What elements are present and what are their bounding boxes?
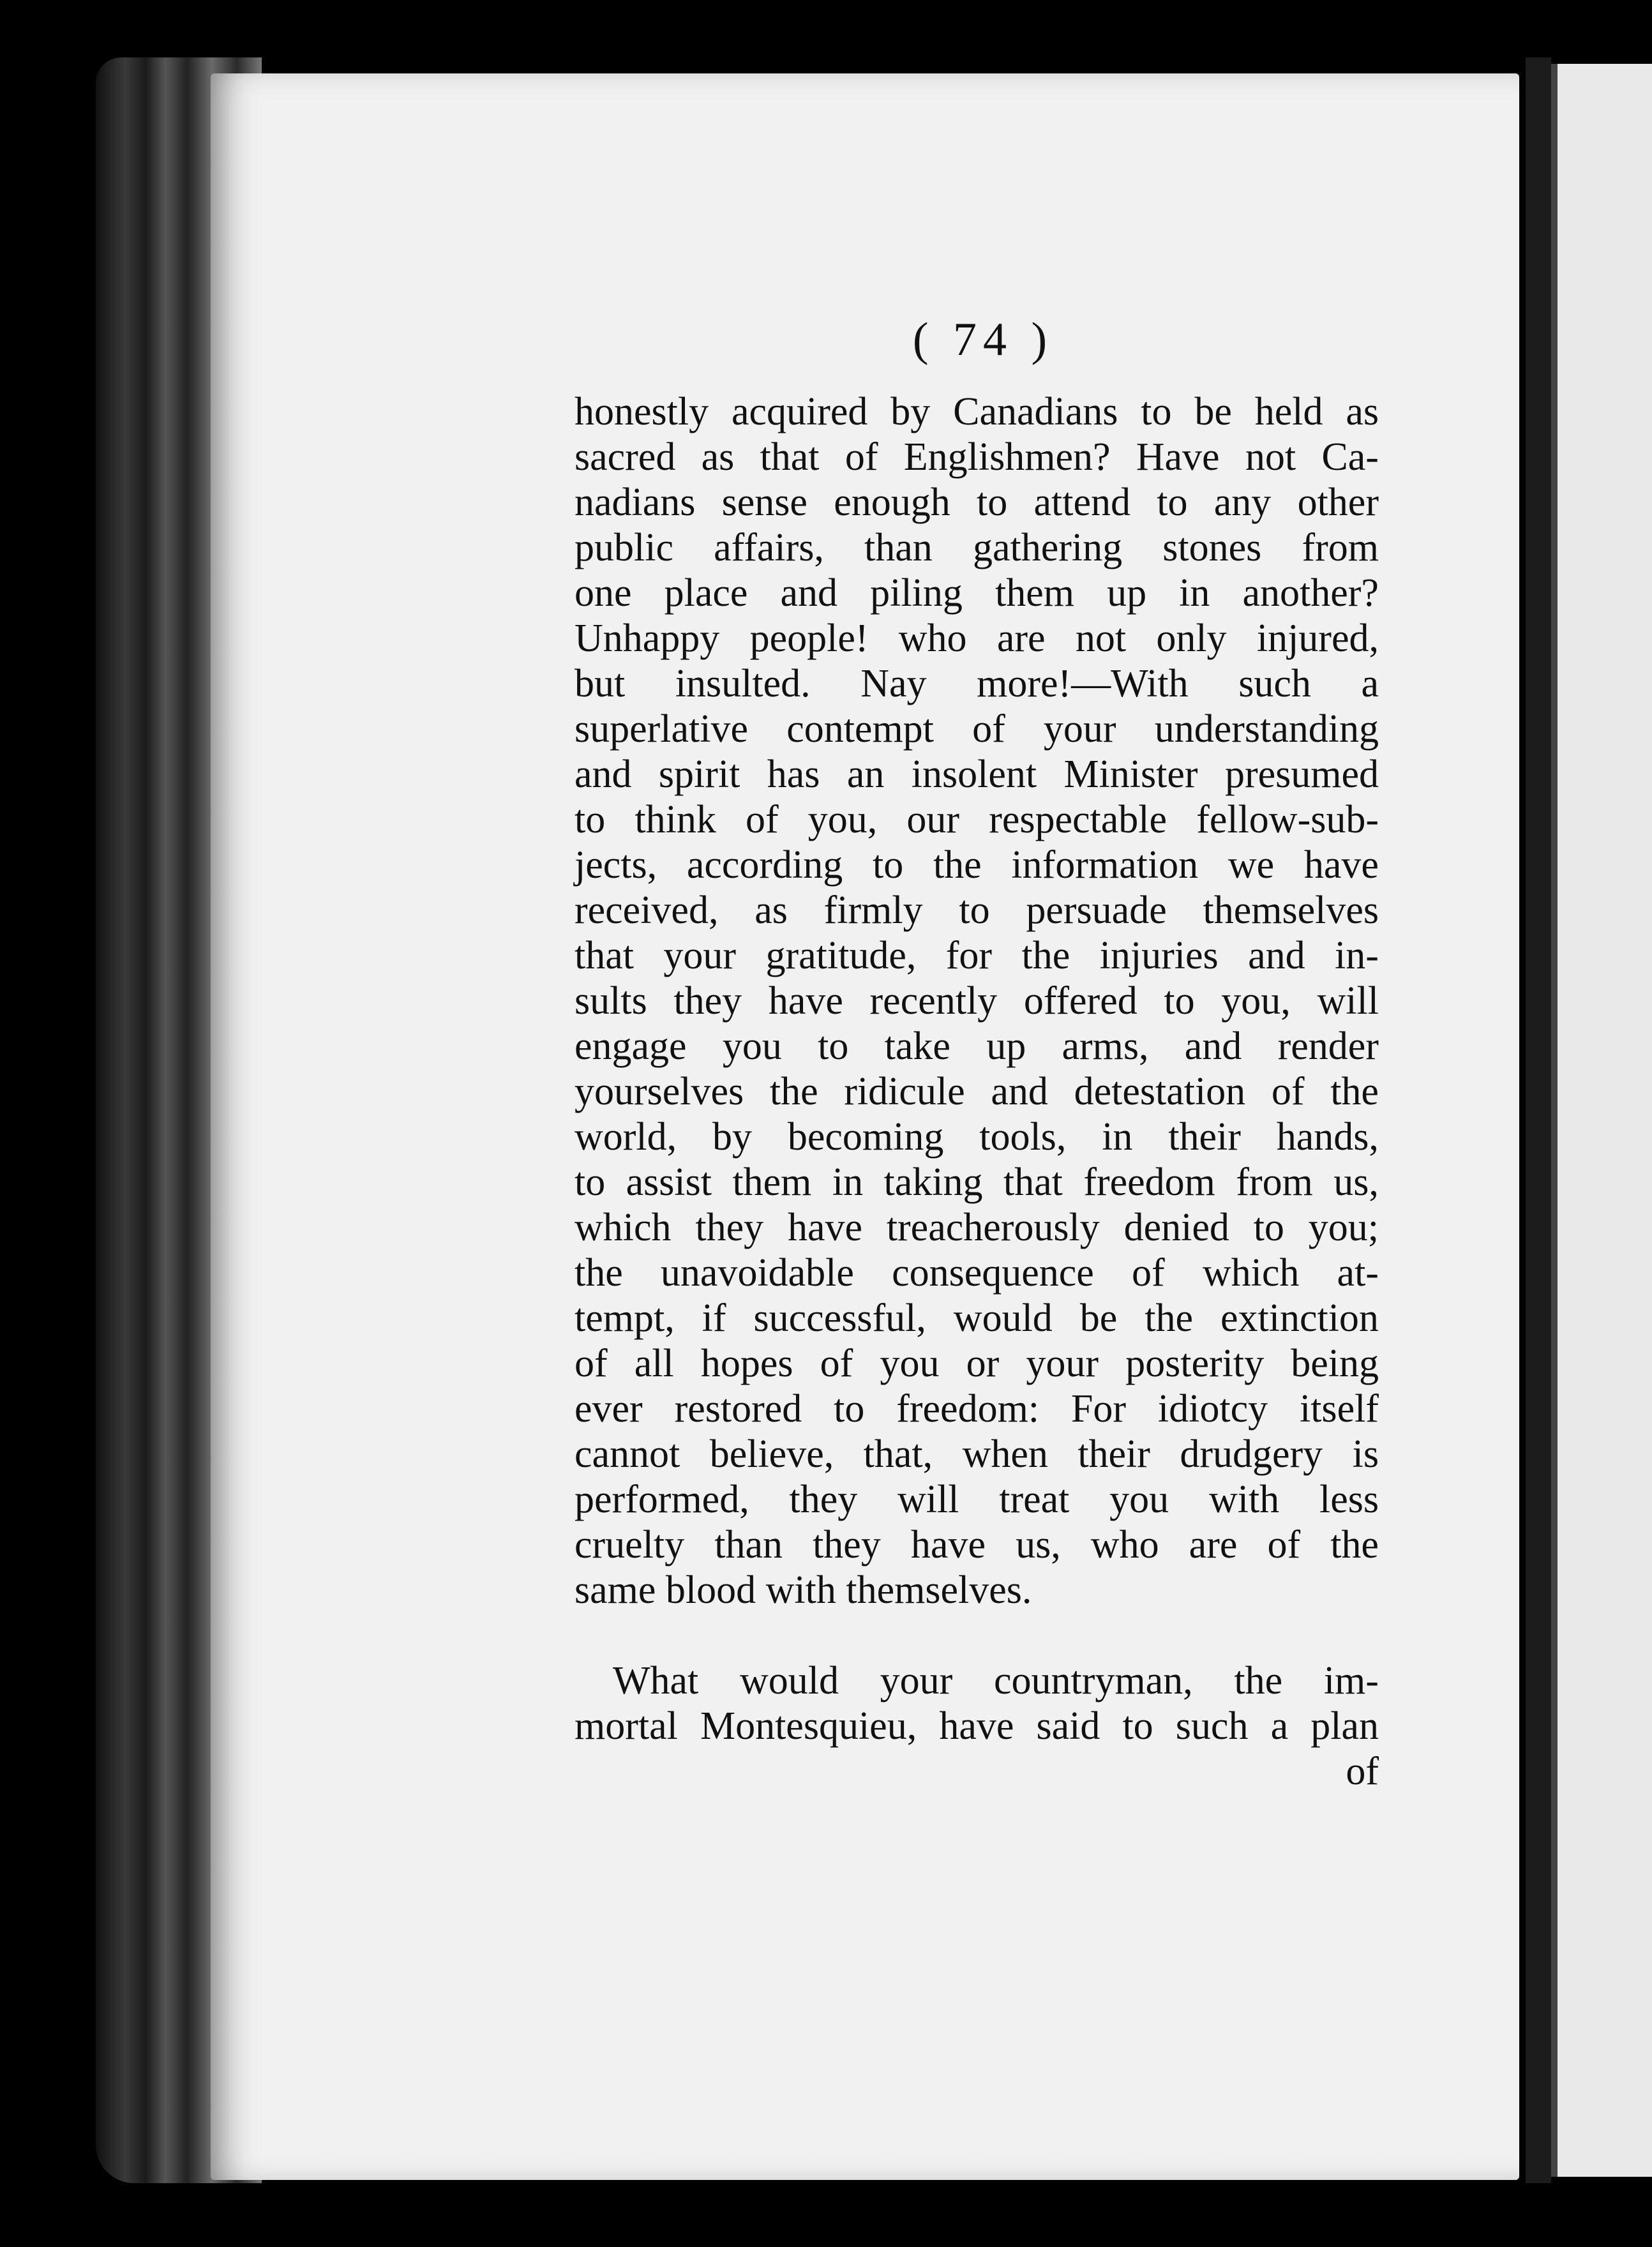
- paragraph-2: [574, 1658, 1379, 1749]
- text-line: that your gratitude, for the injuries and in-: [574, 934, 1379, 977]
- page-number: ( 74 ): [912, 313, 1054, 366]
- text-line: same blood with themselves.: [574, 1568, 1032, 1612]
- text-line: which they have treacherously denied to you;: [574, 1206, 1379, 1249]
- page-gutter: [1526, 57, 1551, 2183]
- body-text: [574, 389, 1379, 1794]
- text-line: to think of you, our respectable fellow-sub-: [574, 798, 1379, 841]
- text-line: yourselves the ridicule and detestation of the: [574, 1070, 1379, 1113]
- text-line: and spirit has an insolent Minister presumed: [574, 753, 1379, 796]
- text-line: jects, according to the information we have: [574, 843, 1379, 887]
- text-line: cruelty than they have us, who are of the: [574, 1523, 1379, 1567]
- paragraph-gap: [574, 1613, 1379, 1658]
- text-line: one place and piling them up in another?: [574, 571, 1379, 615]
- text-line: world, by becoming tools, in their hands,: [574, 1115, 1379, 1159]
- text-line: the unavoidable consequence of which at-: [574, 1251, 1379, 1295]
- facing-page-edge: [1558, 64, 1652, 2177]
- text-line: mortal Montesquieu, have said to such a plan: [574, 1704, 1379, 1748]
- text-line: engage you to take up arms, and render: [574, 1025, 1379, 1068]
- text-line: to assist them in taking that freedom from us,: [574, 1161, 1379, 1204]
- text-line: sacred as that of Englishmen? Have not Ca-: [574, 435, 1379, 479]
- text-line: sults they have recently offered to you, will: [574, 979, 1379, 1023]
- text-line: honestly acquired by Canadians to be held as: [574, 390, 1379, 433]
- text-line: cannot believe, that, when their drudgery is: [574, 1432, 1379, 1476]
- text-line: received, as firmly to persuade themselves: [574, 889, 1379, 932]
- text-line: of all hopes of you or your posterity being: [574, 1342, 1379, 1385]
- text-line: nadians sense enough to attend to any other: [574, 481, 1379, 524]
- text-line: performed, they will treat you with less: [574, 1478, 1379, 1521]
- paragraph-1: [574, 389, 1379, 1613]
- text-line: ever restored to freedom: For idiotcy itself: [574, 1387, 1379, 1431]
- catchword-line: [574, 1749, 1379, 1794]
- text-line: superlative contempt of your understanding: [574, 707, 1379, 751]
- text-line: What would your countryman, the im-: [613, 1659, 1379, 1702]
- text-line: tempt, if successful, would be the extinction: [574, 1296, 1379, 1340]
- text-line: but insulted. Nay more!—With such a: [574, 662, 1379, 705]
- text-line: Unhappy people! who are not only injured,: [574, 617, 1379, 660]
- text-line: public affairs, than gathering stones from: [574, 526, 1379, 569]
- catchword: of: [1346, 1750, 1379, 1793]
